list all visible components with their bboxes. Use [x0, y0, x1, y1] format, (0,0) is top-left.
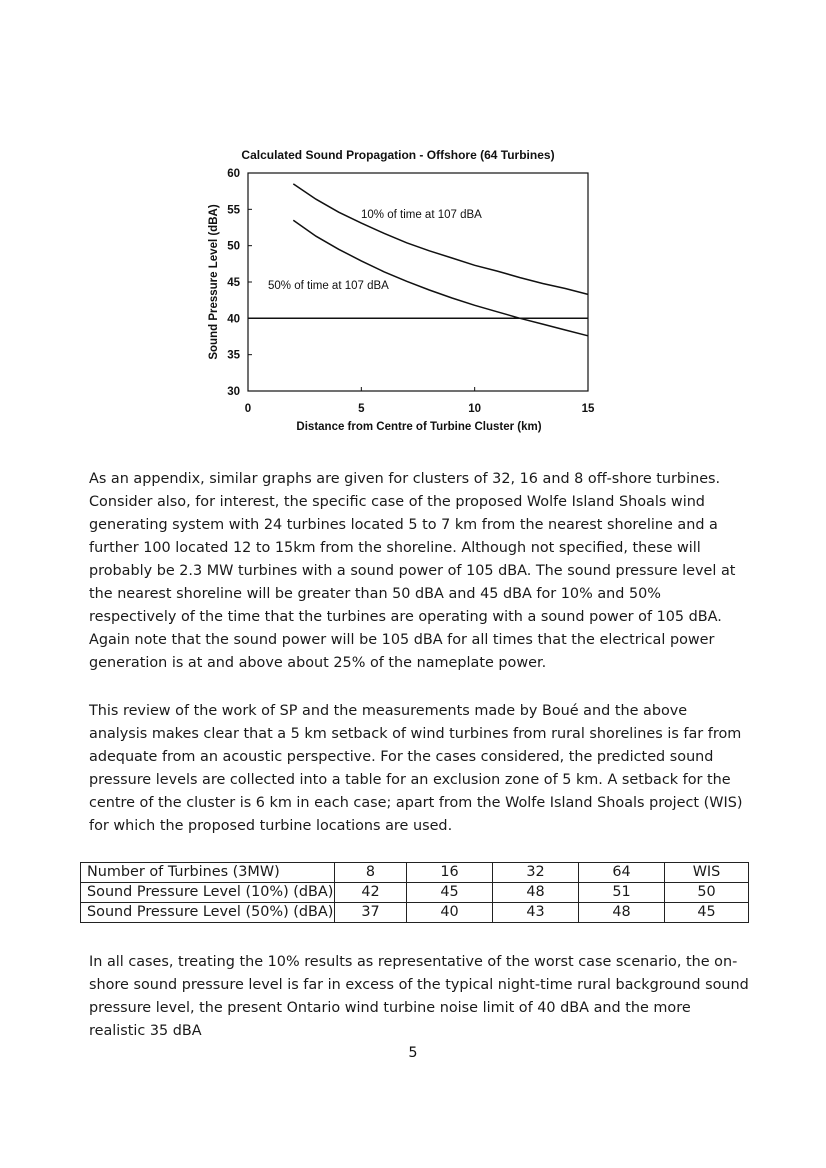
y-tick-label: 45 — [227, 277, 240, 289]
table-row — [81, 903, 749, 923]
chart-title: Calculated Sound Propagation - Offshore (64 Turbines) — [241, 148, 555, 162]
y-axis-label: Sound Pressure Level (dBA) — [208, 204, 220, 360]
sound-propagation-chart — [0, 0, 826, 440]
y-tick-label: 50 — [227, 240, 240, 253]
y-tick-label: 30 — [227, 386, 240, 398]
table-cell: 40 — [407, 903, 493, 923]
table-cell: 16 — [407, 863, 493, 883]
table-cell: 48 — [493, 883, 579, 903]
table-cell: 45 — [665, 903, 749, 923]
x-tick-label: 15 — [581, 403, 595, 415]
paragraph-appendix: As an appendix, similar graphs are given for clusters of 32, 16 and 8 off-shore turbines. Consider also, for interest, the specific case of the proposed Wolfe Island Shoals wind generating system with 24 turbines located 5 to 7 km from the nearest shoreline and a further 100 located 12 to 15km from the shoreline. Although not specified, these will probably be 2.3 MW turbines with a sound power of 105 dBA. The sound pressure level at the nearest shoreline will be greater than 50 dBA and 45 dBA for 10% and 50% respectively of the time that the turbines are operating with a sound power of 105 dBA. Again note that the sound power will be 105 dBA for all times that the electrical power generation is at and above about 25% of the nameplate power. — [89, 471, 736, 671]
table-cell: Number of Turbines (3MW) — [81, 863, 335, 883]
table-cell: 51 — [579, 883, 665, 903]
y-tick-label: 60 — [227, 168, 240, 180]
table-cell: 43 — [493, 903, 579, 923]
table-cell: WIS — [665, 863, 749, 883]
y-tick-label: 40 — [227, 313, 240, 326]
x-tick-label: 0 — [244, 403, 252, 415]
x-tick-label: 5 — [358, 403, 365, 415]
y-tick-label: 35 — [227, 349, 240, 362]
table-row — [81, 883, 749, 903]
annotation-10-percent: 10% of time at 107 dBA — [361, 209, 482, 221]
table-cell: 50 — [665, 883, 749, 903]
series-line-10-percent — [293, 184, 588, 295]
page-number: 5 — [408, 1045, 418, 1061]
sound-pressure-table — [80, 862, 749, 923]
table-cell: 42 — [335, 883, 407, 903]
paragraph-conclusion: In all cases, treating the 10% results as representative of the worst case scenario, the on-shore sound pressure level is far in excess of the typical night-time rural background sound pressure level, the present Ontario wind turbine noise limit of 40 dBA and the more realistic 35 dBA — [89, 954, 749, 1039]
annotation-50-percent: 50% of time at 107 dBA — [268, 280, 389, 292]
x-axis-label: Distance from Centre of Turbine Cluster (km) — [296, 421, 542, 433]
y-tick-label: 55 — [227, 204, 240, 217]
table-cell: Sound Pressure Level (10%) (dBA) — [81, 883, 335, 903]
table-cell: 37 — [335, 903, 407, 923]
table-cell: 64 — [579, 863, 665, 883]
table-cell: 32 — [493, 863, 579, 883]
table-cell: Sound Pressure Level (50%) (dBA) — [81, 903, 335, 923]
table-cell: 8 — [335, 863, 407, 883]
x-tick-label: 10 — [468, 403, 482, 415]
table-cell: 48 — [579, 903, 665, 923]
table-row — [81, 863, 749, 883]
table-cell: 45 — [407, 883, 493, 903]
paragraph-review: This review of the work of SP and the measurements made by Boué and the above analysis makes clear that a 5 km setback of wind turbines from rural shorelines is far from adequate from an acoustic perspective. For the cases considered, the predicted sound pressure levels are collected into a table for an exclusion zone of 5 km. A setback for the centre of the cluster is 6 km in each case; apart from the Wolfe Island Shoals project (WIS) for which the proposed turbine locations are used. — [89, 703, 743, 834]
